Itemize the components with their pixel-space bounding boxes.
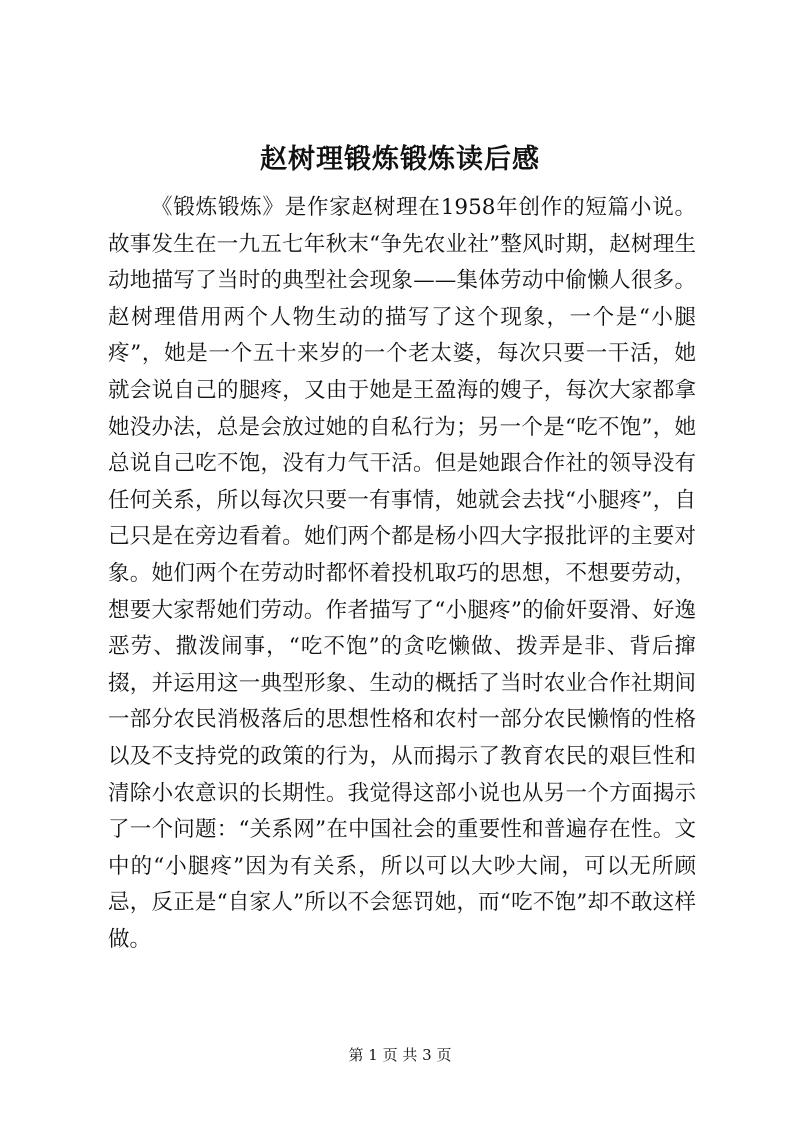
page-footer: 第 1 页 共 3 页 <box>348 1046 452 1064</box>
document-title: 赵树理锻炼锻炼读后感 <box>260 144 540 175</box>
body-paragraph: 《锻炼锻炼》是作家赵树理在1958年创作的短篇小说。故事发生在一九五七年秋末“争先农业社”整风时期，赵树理生动地描写了当时的典型社会现象——集体劳动中偷懒人很多。赵树理借用两个人物生动的描写了这个现象，一个是“小腿疼”，她是一个五十来岁的一个老太婆，每次只要一干活，她就会说自己的腿疼，又由于她是王盈海的嫂子，每次大家都拿她没办法，总是会放过她的自私行为；另一个是“吃不饱”，她总说自己吃不饱，没有力气干活。但是她跟合作社的领导没有任何关系，所以每次只要一有事情，她就会去找“小腿疼”，自己只是在旁边看着。她们两个都是杨小四大字报批评的主要对象。她们两个在劳动时都怀着投机取巧的思想，不想要劳动，想要大家帮她们劳动。作者描写了“小腿疼”的偷奸耍滑、好逸恶劳、撒泼闹事，“吃不饱”的贪吃懒做、拨弄是非、背后撺掇，并运用这一典型形象、生动的概括了当时农业合作社期间一部分农民消极落后的思想性格和农村一部分农民懒惰的性格以及不支持党的政策的行为，从而揭示了教育农民的艰巨性和清除小农意识的长期性。我觉得这部小说也从另一个方面揭示了一个问题：“关系网”在中国社会的重要性和普遍存在性。文中的“小腿疼”因为有关系，所以可以大吵大闹，可以无所顾忌，反正是“自家人”所以不会惩罚她，而“吃不饱”却不敢这样做。 <box>108 195 696 952</box>
